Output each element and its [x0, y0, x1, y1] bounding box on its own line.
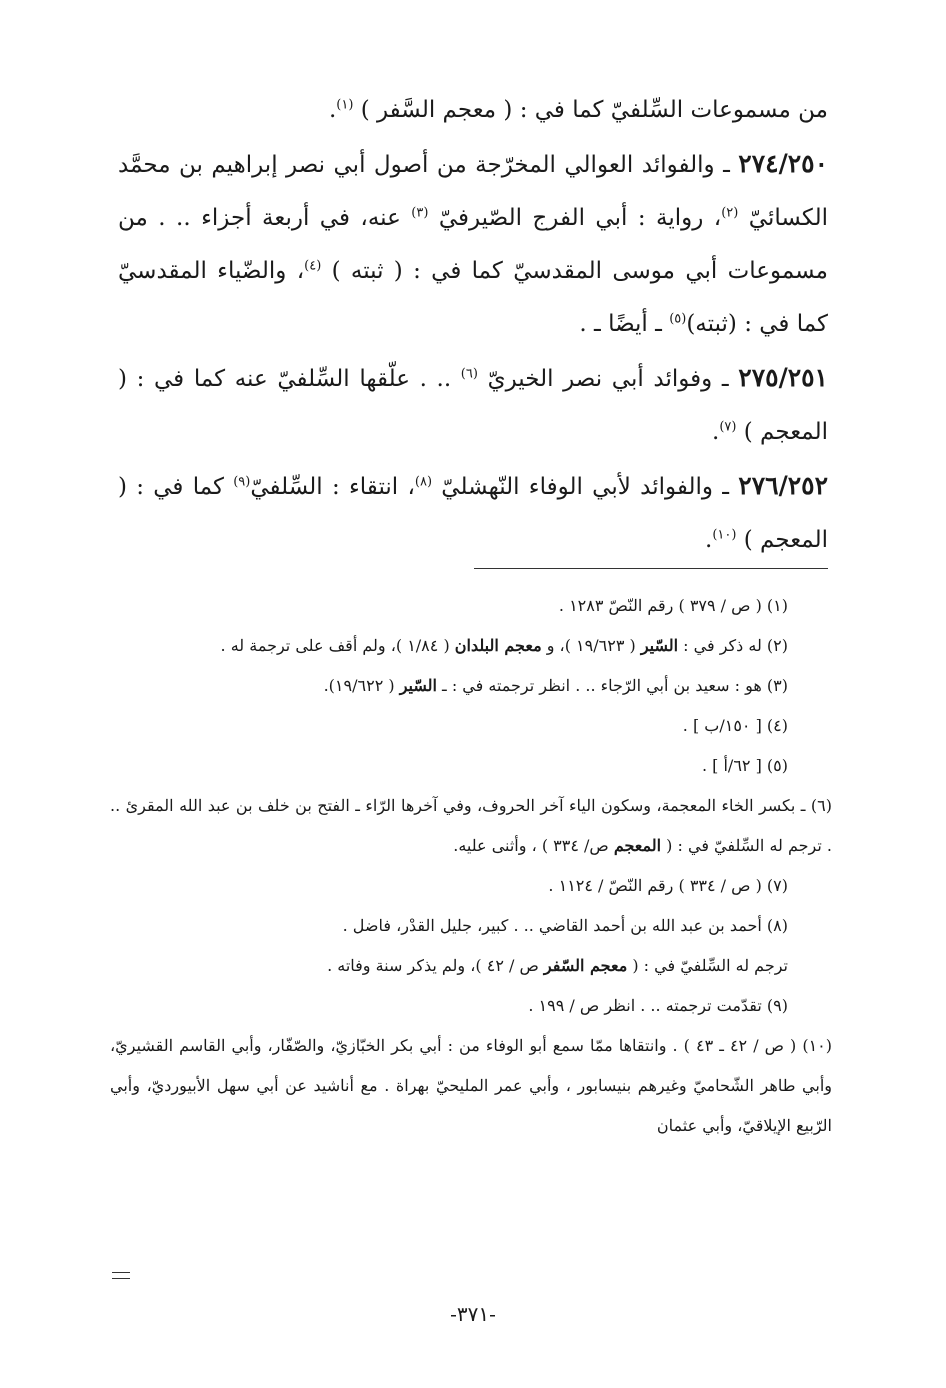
intro-text: من مسموعات السِّلفيّ كما في : ( معجم السَّفر ) [353, 97, 828, 123]
footnote-ref: (١٠) [712, 527, 737, 543]
footnote-9: (٩) تقدّمت ترجمته .. . انظر ص / ١٩٩ . [528, 996, 788, 1015]
entry-text: . [712, 419, 720, 445]
footnote-text: (٦) ـ بكسر الخاء المعجمة، وسكون الياء آخر الحروف، وفي آخرها الرّاء ـ الفتح بن خلف بن عبد الله المقرئ .. . ترجم له السِّلفيّ في : ( [110, 796, 832, 855]
footnote-ref: (٤) [304, 258, 322, 274]
book-title: السّير [399, 676, 437, 695]
entry-text: ـ والفوائد العوالي المخرّجة من أصول أبي نصر إبراهيم بن محمَّد الكسائيّ [118, 152, 828, 231]
entry-276 [118, 459, 828, 567]
entry-text: ، والضّياء المقدسيّ كما في : (ثبته) [118, 258, 828, 337]
footnote-ref: (٣) [411, 205, 429, 221]
entry-text: عنه، في أربعة أجزاء .. . من مسموعات أبي موسى المقدسيّ كما في : ( ثبته ) [118, 205, 828, 284]
footnote-5: (٥) [ ٦٢/أ ] . [701, 756, 788, 775]
book-title: معجم البلدان [454, 636, 542, 655]
footnote-ref: (٧) [719, 419, 737, 435]
footnote-ref: (١) [336, 97, 354, 113]
footnote-3 [110, 666, 832, 706]
page-number: -٣٧١- [450, 1302, 496, 1326]
footnote-text: (٣) هو : سعيد بن أبي الرّجاء .. . انظر ترجمته في : ـ [436, 676, 788, 695]
entry-275 [118, 351, 828, 459]
continuation-mark [112, 1272, 130, 1279]
footnote-divider [474, 568, 828, 569]
footnote-text: ( ١٩/٦٢٢). [323, 676, 400, 695]
main-text [118, 84, 828, 567]
footnote-text: ص / ٤٢ )، ولم يذكر سنة وفاته . [327, 956, 544, 975]
footnote-text: ( ١/٨٤ )، ولم أقف على ترجمة له . [220, 636, 455, 655]
entry-text: ، انتقاء : السِّلفيّ [250, 474, 415, 500]
footnote-6 [110, 786, 832, 866]
entry-number: ٢٧٦/٢٥٢ [738, 471, 828, 500]
entry-number: ٢٧٥/٢٥١ [738, 363, 828, 392]
footnote-4: (٤) [ ١٥٠/ب ] . [682, 716, 788, 735]
entry-number: ٢٧٤/٢٥٠ [738, 149, 828, 178]
footnote-10: (١٠) ( ص / ٤٢ ـ ٤٣ ) . وانتقاها ممّا سمع أبو الوفاء من : أبي بكر الخبّازيّ، والصّفّار، وأبي القاسم القشيريّ، وأبي طاهر الشّحاميّ وغيرهم بنيسابور ، وأبي عمر المليحيّ بهراة . مع أناشيد عن أبي سهل الأبيورديّ، وأبي الرّبيع الإيلاقيّ، وأبي عثمان [110, 1036, 833, 1135]
footnote-ref: (٦) [460, 366, 478, 382]
intro-line [118, 84, 828, 137]
footnote-1: (١) ( ص / ٣٧٩ ) رقم النّصّ ١٢٨٣ . [558, 596, 788, 615]
entry-text: ، رواية : أبي الفرج الصّيرفيّ [428, 205, 722, 231]
footnote-ref: (٥) [669, 311, 687, 327]
entry-text: ـ وفوائد أبي نصر الخيريّ [477, 366, 739, 392]
entry-text: .. . علّقها السِّلفيّ عنه كما في : ( المعجم ) [118, 366, 828, 445]
intro-end: . [328, 97, 337, 123]
footnote-8-continued [110, 946, 832, 986]
entry-text: ـ أيضًا ـ . [579, 311, 670, 337]
entry-text: ـ والفوائد لأبي الوفاء النّهشليّ [432, 474, 739, 500]
footnote-8: (٨) أحمد بن عبد الله بن أحمد القاضي .. . كبير، جليل القدْر، فاضل . [342, 916, 788, 935]
footnote-ref: (٩) [233, 474, 251, 490]
footnote-2 [110, 626, 832, 666]
footnote-7: (٧) ( ص / ٣٣٤ ) رقم النّصّ / ١١٢٤ . [548, 876, 788, 895]
book-title: المعجم [613, 836, 662, 855]
entry-text: . [705, 527, 713, 553]
footnote-ref: (٨) [414, 474, 433, 490]
footnotes [110, 586, 832, 1146]
footnote-text: (٢) له ذكر في : [678, 636, 788, 655]
entry-274 [118, 137, 828, 351]
entry-text: كما في : ( المعجم ) [118, 474, 828, 553]
book-title: معجم السّفر [543, 956, 628, 975]
footnote-text: ص/ ٣٣٤ ) ، وأثنى عليه. [453, 836, 614, 855]
footnote-text: ترجم له السِّلفيّ في : ( [627, 956, 788, 975]
footnote-text: ( ١٩/٦٢٣ )، و [541, 636, 641, 655]
footnote-ref: (٢) [721, 205, 739, 221]
book-title: السّير [640, 636, 679, 655]
